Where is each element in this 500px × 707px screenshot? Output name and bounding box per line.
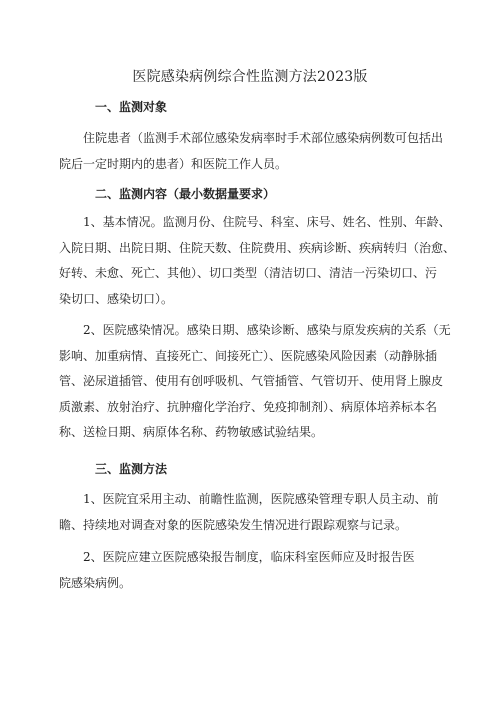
paragraph-line: 院感染病例。: [59, 575, 132, 590]
section-heading-monitoring-target: 一、监测对象: [95, 100, 168, 114]
paragraph-line: 瞻、持续地对调查对象的医院感染发生情况进行跟踪观察与记录。: [59, 517, 408, 532]
paragraph-basic-info: [59, 210, 456, 312]
section-heading-monitoring-method: 三、监测方法: [95, 462, 168, 476]
paragraph-line: 1、基本情况。监测月份、住院号、科室、床号、姓名、性别、年龄、: [83, 215, 451, 229]
paragraph-line: 院后一定时期内的患者）和医院工作人员。: [59, 156, 288, 171]
paragraph-line: 管、泌尿道插管、使用有创呼吸机、气管插管、气管切开、使用肾上腺皮: [59, 374, 444, 388]
paragraph-infection-info: [59, 318, 451, 446]
paragraph-method-1: [59, 487, 444, 538]
paragraph-line: 1、医院宜采用主动、前瞻性监测，医院感染管理专职人员主动、前: [83, 492, 439, 506]
paragraph-line: 染切口、感染切口）。: [59, 291, 174, 306]
paragraph-line: 质激素、放射治疗、抗肿瘤化学治疗、免疫抑制剂）、病原体培养标本名: [59, 399, 438, 414]
paragraph-line: 2、医院应建立医院感染报告制度，临床科室医师应及时报告医: [83, 550, 415, 564]
document-title: 医院感染病例综合性监测方法2023版: [132, 69, 368, 85]
paragraph-line: 影响、加重病情、直接死亡、间接死亡）、医院感染风险因素（动静脉插: [59, 348, 438, 363]
paragraph-line: 住院患者（监测手术部位感染发病率时手术部位感染病例数可包括出: [83, 131, 444, 145]
paragraph-line: 2、医院感染情况。感染日期、感染诊断、感染与原发疾病的关系（无: [83, 323, 451, 337]
paragraph-monitoring-target: [59, 126, 444, 177]
section-heading-monitoring-content: 二、监测内容（最小数据量要求）: [95, 187, 276, 201]
paragraph-line: 入院日期、出院日期、住院天数、住院费用、疾病诊断、疾病转归（治愈、: [59, 240, 456, 255]
paragraph-line: 称、送检日期、病原体名称、药物敏感试验结果。: [59, 425, 324, 439]
paragraph-line: 好转、未愈、死亡、其他）、切口类型（清洁切口、清洁一污染切口、污: [59, 266, 438, 280]
paragraph-method-2: [59, 545, 444, 596]
